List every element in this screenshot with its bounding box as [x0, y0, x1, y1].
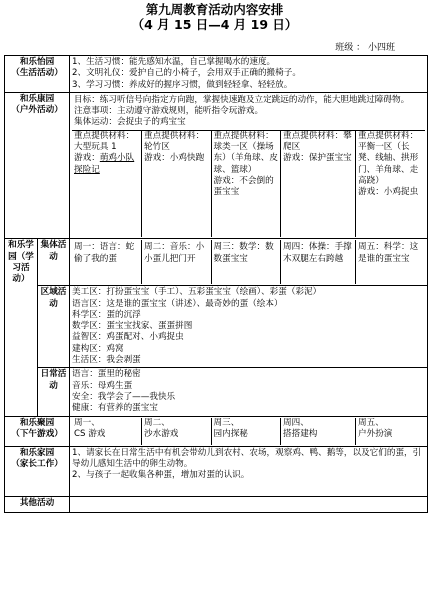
- daily-label: 日常活动: [38, 368, 70, 416]
- outdoor-day-5: 重点提供材料：平衡一区（长凳、线轴、拱形门、羊角球、走高跷） 游戏：小鸡捉虫: [356, 130, 426, 237]
- area-item: 益智区：鸡蛋配对、小鸡捉虫: [72, 332, 184, 343]
- life-item: 3、学习习惯：养成好的握序习惯，做到轻轻拿、轻轻放。: [72, 79, 293, 90]
- other-row: [5, 496, 428, 512]
- life-item: 2、文明礼仪：爱护自己的小椅子，会用双手正确的搬椅子。: [72, 68, 301, 79]
- play-content: [70, 416, 428, 446]
- family-row: [5, 446, 428, 496]
- play-day-4: 周四、 搭搭建构: [281, 418, 356, 445]
- play-day-3: 周三、 园内探秘: [211, 418, 281, 445]
- daily-item: 音乐：母鸡生蛋: [72, 380, 133, 391]
- outdoor-day-3: 重点提供材料：球类一区（操场东）（羊角球、皮球、篮球） 游戏：不会倒的蛋宝宝: [211, 130, 281, 237]
- play-day-2: 周二、 沙水游戏: [142, 418, 212, 445]
- area-item: 语言区：这是谁的蛋宝宝（讲述）、最奇妙的蛋（绘本）: [72, 298, 283, 309]
- outdoor-note: 注意事项：主动遵守游戏规则，能听指令玩游戏。: [74, 106, 264, 117]
- area-item: 科学区：蛋的沉浮: [72, 309, 141, 320]
- area-content: [70, 286, 428, 368]
- study-label: 和乐学园（学习活动）: [5, 239, 38, 416]
- group-day-4: 周四：体操：手撑木双腿左右跨越: [281, 240, 356, 284]
- outdoor-day-4: 重点提供材料：攀爬区 游戏：保护蛋宝宝: [281, 130, 356, 237]
- area-item: 美工区：打扮蛋宝宝（手工）、五彩蛋宝宝（绘画）、彩蛋（彩泥）: [72, 287, 322, 298]
- title-text: 第九周教育活动内容安排: [145, 2, 284, 17]
- outdoor-group: 集体运动：会捉虫子的鸡宝宝: [74, 117, 186, 128]
- outdoor-content: [70, 92, 428, 238]
- outdoor-day-2: 重点提供材料：轮竹区 游戏：小鸡快跑: [142, 130, 212, 237]
- family-label: 和乐家园 （家长工作）: [5, 446, 70, 496]
- group-day-2: 周二：音乐：小小蛋儿把门开: [142, 240, 212, 284]
- outdoor-day-1: 重点提供材料：大型玩具 1 游戏：萌鸡小队探险记: [74, 130, 135, 175]
- family-item: 1、请家长在日常生活中有机会带幼儿到农村、农场，观察鸡、鸭、鹅等，以及它们的蛋，引导幼儿感知生活中的卵生动物。: [72, 447, 422, 469]
- group-label: 集体活动: [38, 239, 70, 286]
- group-day-3: 周三：数学：数数蛋宝宝: [211, 240, 281, 284]
- life-content: [70, 56, 428, 93]
- family-item: 2、与孩子一起收集各种蛋，增加对蛋的认识。: [72, 470, 250, 481]
- document-title: [0, 0, 429, 32]
- study-group-row: [5, 239, 428, 286]
- other-label: 其他活动: [5, 496, 70, 512]
- outdoor-goal: 目标：练习听信号向指定方向跑，掌握快速跑及立定跳远的动作，能大胆地跳过障碍物。: [74, 94, 410, 105]
- daily-item: 语言：蛋里的秘密: [72, 369, 141, 380]
- daily-content: [70, 368, 428, 416]
- play-row: [5, 416, 428, 446]
- class-label: 班级 ： 小四班: [335, 43, 395, 53]
- group-content: [70, 239, 428, 286]
- study-area-row: [5, 286, 428, 368]
- other-content: [70, 496, 428, 512]
- life-label: 和乐怡园 （生活活动）: [5, 56, 70, 93]
- outdoor-row: [5, 92, 428, 238]
- schedule-table: [4, 55, 428, 513]
- area-item: 数学区：蛋宝宝找家、蛋蛋拼图: [72, 321, 193, 332]
- play-day-1: 周一、 CS 游戏: [74, 417, 106, 439]
- group-days: [72, 240, 425, 284]
- study-daily-row: [5, 368, 428, 416]
- life-item: 1、生活习惯：能先感知水温，自己掌握喝水的速度。: [72, 57, 276, 67]
- area-item: 建构区：鸡窝: [72, 343, 124, 354]
- group-day-1: 周一：语言：蛇偷了我的蛋: [74, 242, 135, 264]
- daily-item: 健康：有营养的蛋宝宝: [72, 403, 158, 414]
- outdoor-label: 和乐康园 （户外活动）: [5, 92, 70, 238]
- outdoor-days: [72, 130, 425, 238]
- group-day-5: 周五：科学：这是谁的蛋宝宝: [356, 240, 426, 284]
- area-item: 生活区：我会剥蛋: [72, 355, 141, 366]
- family-content: [70, 446, 428, 496]
- daily-item: 安全：我学会了——我快乐: [72, 391, 176, 402]
- play-label: 和乐聚园 （下午游戏）: [5, 416, 70, 446]
- play-day-5: 周五、 户外扮演: [356, 418, 426, 445]
- area-label: 区域活动: [38, 286, 70, 368]
- date-range: （4 月 15 日—4 月 19 日）: [131, 17, 298, 32]
- play-days: [72, 418, 425, 445]
- life-row: [5, 56, 428, 93]
